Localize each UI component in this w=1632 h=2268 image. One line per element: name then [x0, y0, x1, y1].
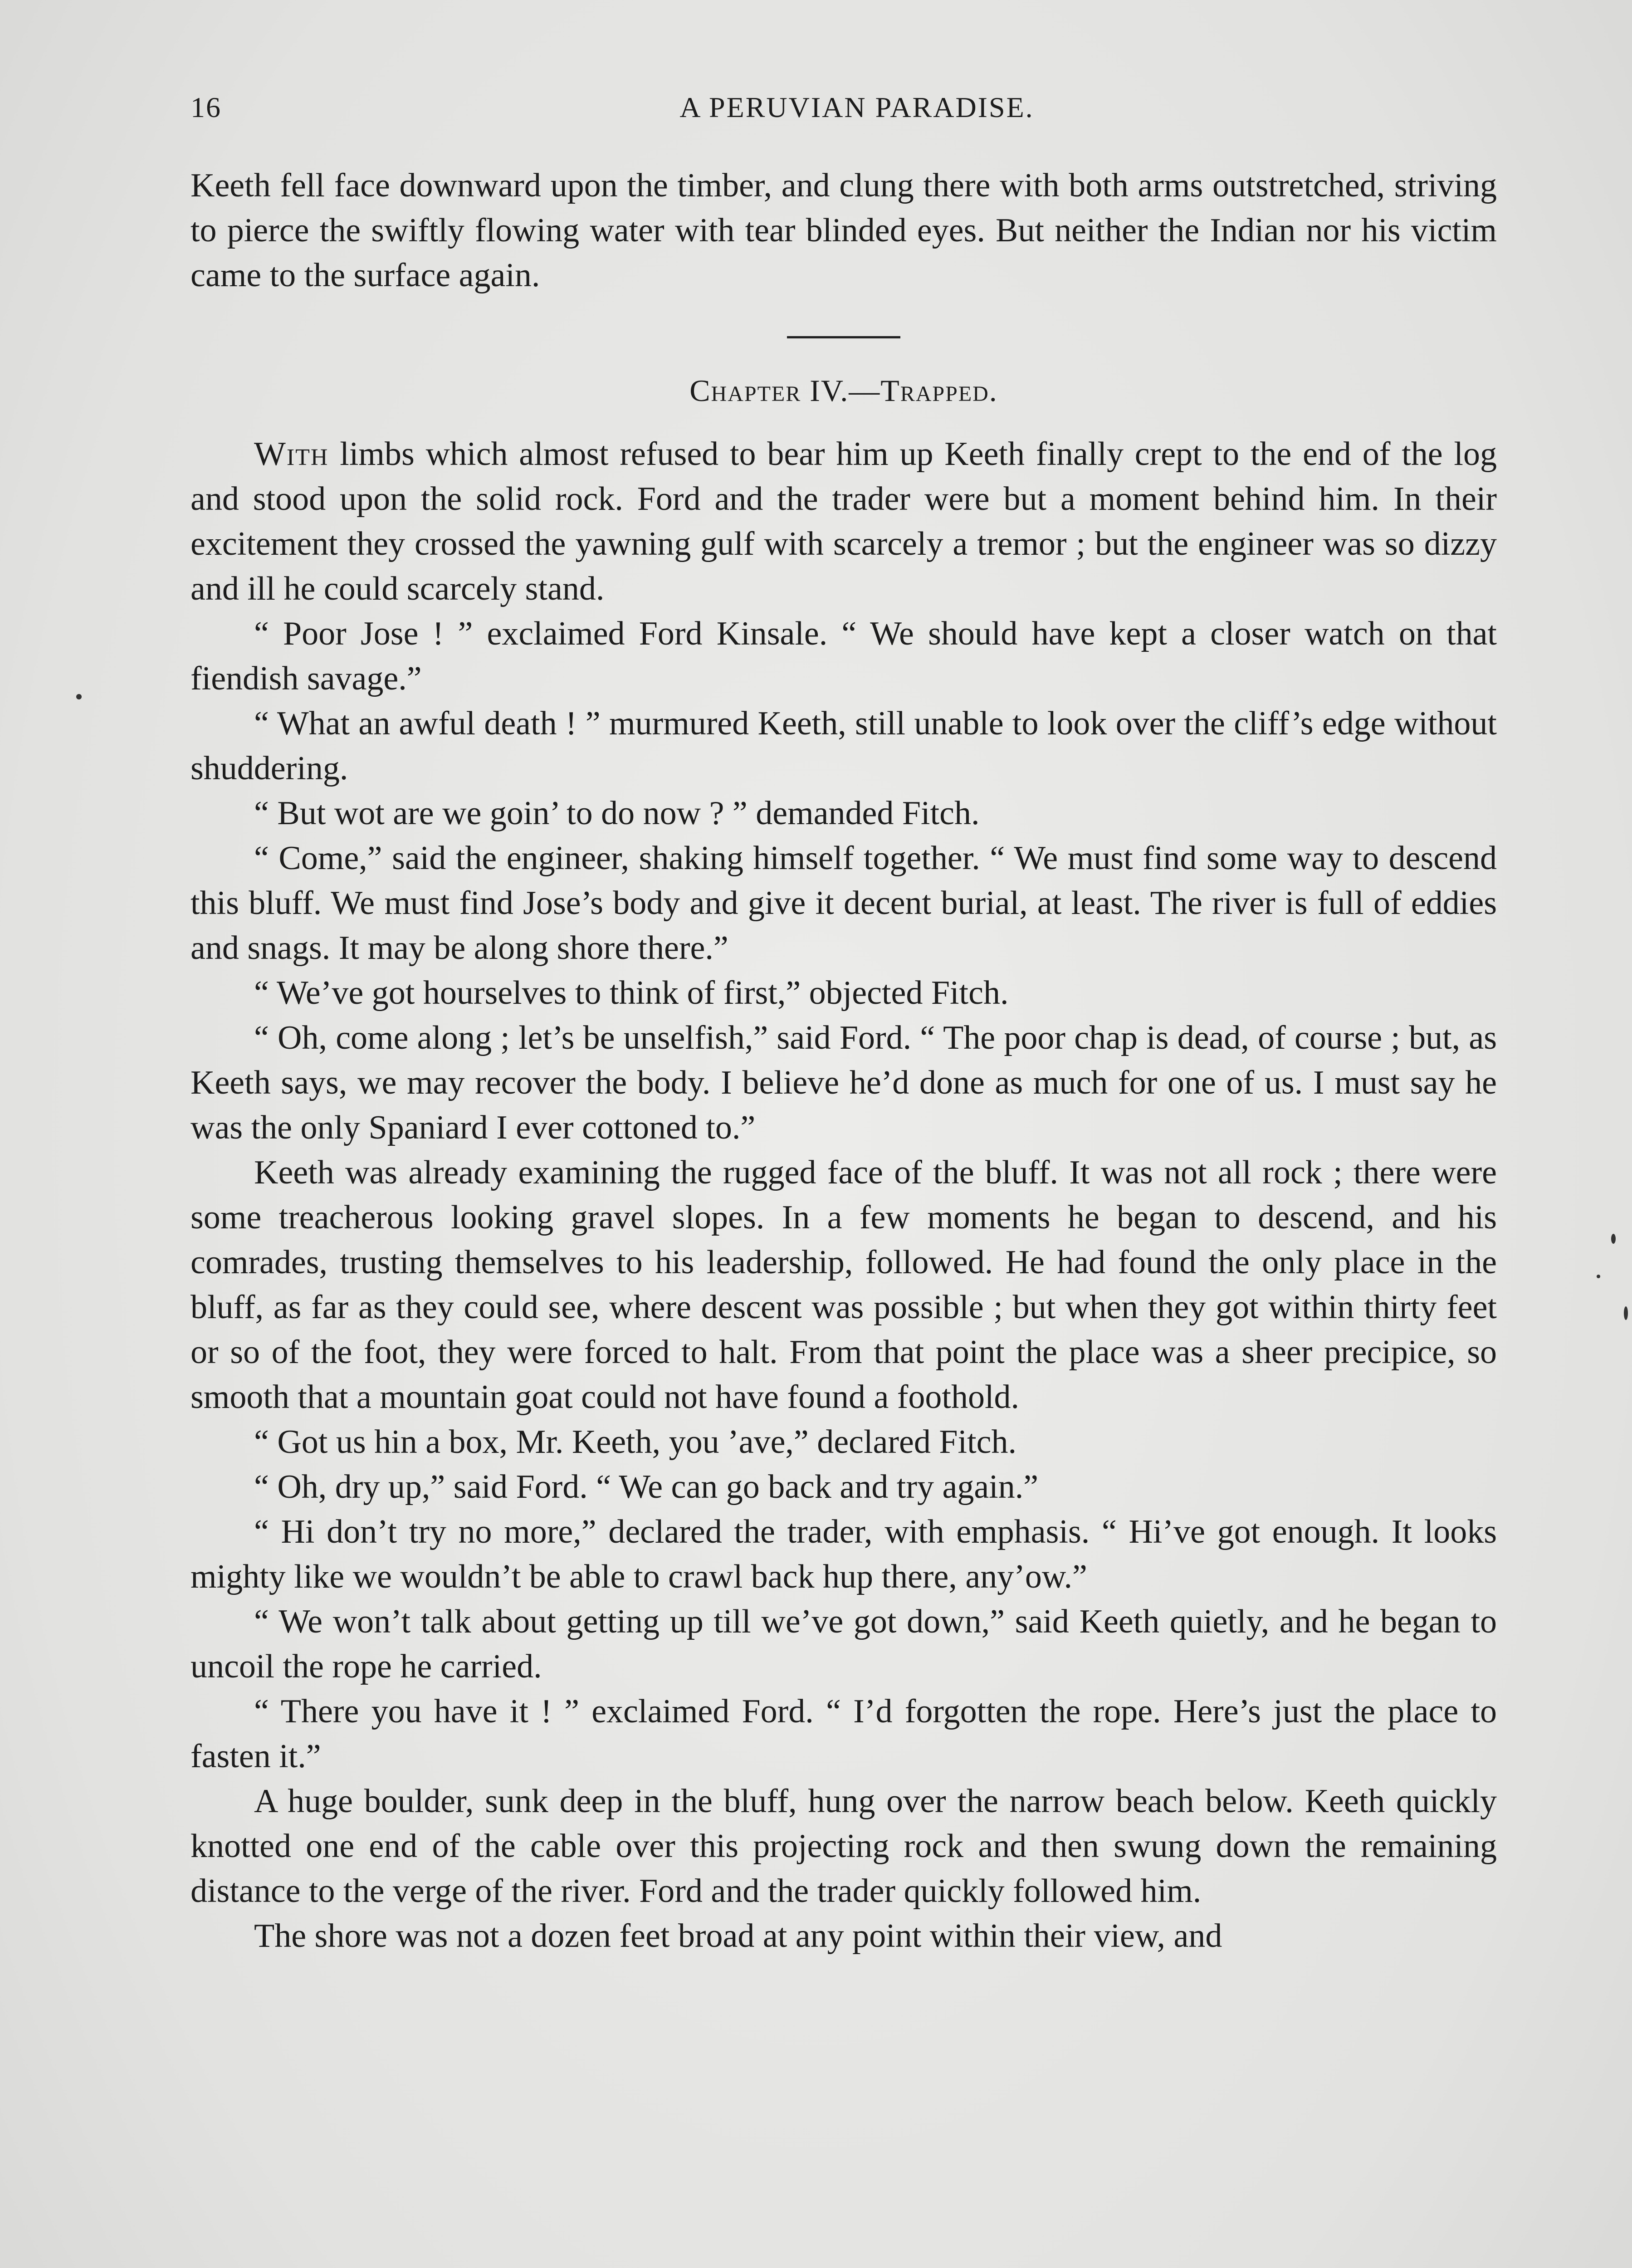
body-paragraph: “ What an awful death ! ” murmured Keeth, still unable to look over the cliff’s edge without shuddering.: [191, 705, 1497, 787]
scan-speck: [76, 694, 82, 699]
opening-paragraph: Keeth fell face downward upon the timber, and clung there with both arms outstretched, striving to pierce the swiftly flowing water with tear blinded eyes. But neither the Indian nor his victim came to the surface again.: [191, 167, 1497, 294]
page-number: 16: [191, 91, 221, 123]
body-paragraph: “ Come,” said the engineer, shaking himself together. “ We must find some way to descend this bluff. We must find Jose’s body and give it decent burial, at least. The river is full of eddies and snags. It may be along shore there.”: [191, 840, 1497, 967]
chapter-first-paragraph: [191, 432, 1497, 611]
body-paragraph: “ There you have it ! ” exclaimed Ford. “ I’d forgotten the rope. Here’s just the place to fasten it.”: [191, 1693, 1497, 1775]
running-title: A PERUVIAN PARADISE.: [679, 91, 1034, 123]
chapter-title: Chapter IV.—Trapped.: [689, 373, 998, 408]
scan-speck: [1624, 1306, 1628, 1320]
first-paragraph-text: limbs which almost refused to bear him up Keeth finally crept to the end of the log and stood upon the solid rock. Ford and the trader were but a moment behind him. In their excitement they crossed the yawning gulf with scarcely a tremor ; but the engineer was so dizzy and ill he could scarcely stand.: [191, 435, 1497, 607]
chapter-heading: [191, 366, 1497, 415]
body-paragraph: “ Oh, dry up,” said Ford. “ We can go back and try again.”: [254, 1468, 1039, 1505]
scan-speck: [1597, 1275, 1600, 1278]
body-paragraph: A huge boulder, sunk deep in the bluff, hung over the narrow beach below. Keeth quickly knotted one end of the cable over this projecting rock and then swung down the remaining distance to the verge of the river. Ford and the trader quickly followed him.: [191, 1783, 1497, 1910]
body-paragraph: “ Hi don’t try no more,” declared the trader, with emphasis. “ Hi’ve got enough. It looks mighty like we wouldn’t be able to crawl back hup there, any’ow.”: [191, 1513, 1497, 1595]
body-paragraph: “ We’ve got hourselves to think of first,” objected Fitch.: [254, 974, 1009, 1012]
section-divider: [787, 336, 900, 338]
body-paragraph: “ Got us hin a box, Mr. Keeth, you ’ave,” declared Fitch.: [254, 1423, 1016, 1461]
body-paragraph: “ We won’t talk about getting up till we’ve got down,” said Keeth quietly, and he began to uncoil the rope he carried.: [191, 1603, 1497, 1685]
scan-speck: [1611, 1234, 1616, 1244]
page-body: [191, 163, 1497, 1959]
body-paragraph: “ Oh, come along ; let’s be unselfish,” said Ford. “ The poor chap is dead, of course ; but, as Keeth says, we may recover the body. I believe he’d done as much for one of us. I must say he was the only Spaniard I ever cottoned to.”: [191, 1019, 1497, 1146]
body-paragraph: Keeth was already examining the rugged face of the bluff. It was not all rock ; there were some treacherous looking gravel slopes. In a few moments he began to descend, and his comrades, trusting themselves to his leadership, followed. He had found the only place in the bluff, as far as they could see, where descent was possible ; but when they got within thirty feet or so of the foot, they were forced to halt. From that point the place was a sheer precipice, so smooth that a mountain goat could not have found a foothold.: [191, 1154, 1497, 1416]
paragraph-list: [191, 611, 1497, 1959]
running-header: [191, 91, 1505, 132]
body-paragraph: The shore was not a dozen feet broad at any point within their view, and: [254, 1917, 1222, 1955]
lead-in-word: With: [254, 435, 329, 473]
body-paragraph: “ Poor Jose ! ” exclaimed Ford Kinsale. “ We should have kept a closer watch on that fiendish savage.”: [191, 615, 1497, 697]
body-paragraph: “ But wot are we goin’ to do now ? ” demanded Fitch.: [254, 795, 980, 832]
